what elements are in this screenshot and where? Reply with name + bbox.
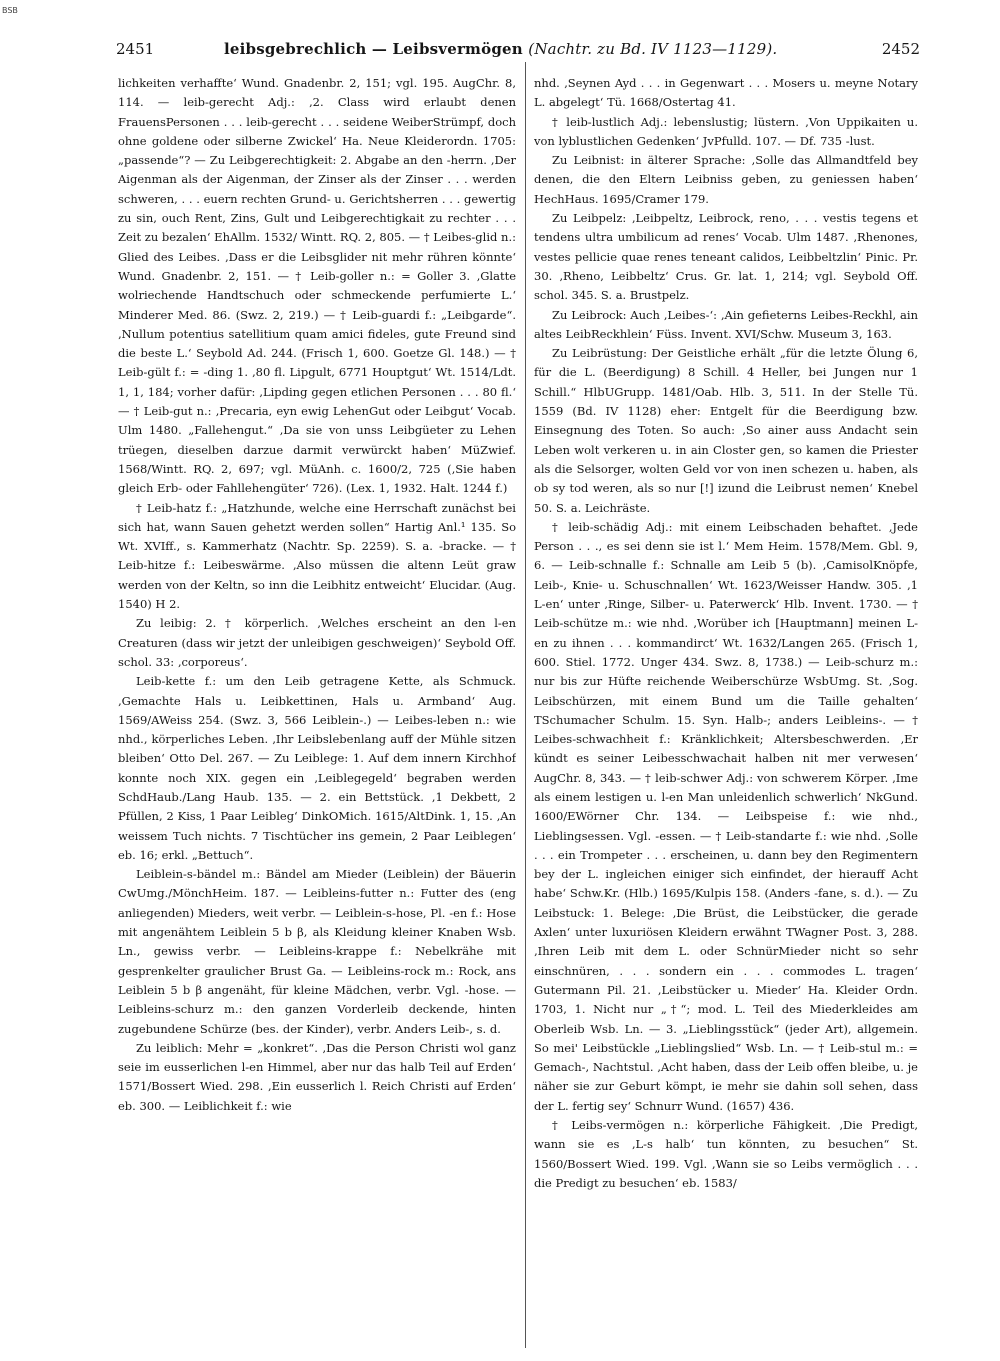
entry-paragraph: Zu Leibnist: in älterer Sprache: ‚Solle das Allmandtfeld bey denen, die den Eltern Leibniss geben, zu geniessen haben‘ HechHaus. 1695/Cramer 179.	[534, 153, 918, 206]
entry-paragraph: Leiblein-s-bändel m.: Bändel am Mieder (Leiblein) der Bäuerin CwUmg./MönchHeim. 187. — Leibleins-futter n.: Futter des (eng anliegenden) Mieders, weit verbr. — Leiblein-s-hose, Pl. -en f.: Hose mit angenähtem Leiblein 5 b β, als Kleidung kleiner Knaben Wsb. Ln., gewiss verbr. — Leibleins-krappe f.: Nebelkrähe mit gesprenkelter graulicher Brust Ga. — Leibleins-rock m.: Rock, ans Leiblein 5 b β angenäht, für kleine Mädchen, verbr. Vgl. -hose. — Leibleins-schurz m.: den ganzen Vorderleib deckende, hinten zugebundene Schürze (bes. der Kinder), verbr. Anders Leib-, s. d.	[118, 867, 516, 1036]
entry-paragraph: lichkeiten verhaffte‘ Wund. Gnadenbr. 2, 151; vgl. 195. AugChr. 8, 114. — leib-gerecht Adj.: ‚2. Class wird erlaubt denen FrauensPersonen . . . leib-gerecht . . . seidene WeiberStrümpf, doch ohne goldene oder silberne Zwickel‘ Ha. Neue Kleiderordn. 1705: „passende“? — Zu Leibgerechtigkeit: 2. Abgabe an den -herrn. ‚Der Aigenman als der Aigenman, der Zinser als der Zinser . . . werden schweren, . . . euern rechten Grund- u. Gerichtsherren . . . gewertig zu sin, ouch Rent, Zins, Gult und Leibgerechtigkait zu rechter . . . Zeit zu bezalen‘ EhAllm. 1532/ Wintt. RQ. 2, 805. — † Leibes-glid n.: Glied des Leibes. ‚Dass er die Leibsglider nit mehr rühren könnte‘ Wund. Gnadenbr. 2, 151. — † Leib-goller n.: = Goller 3. ‚Glatte wolriechende Handtschuch oder schmeckende perfumierte L.‘ Minderer Med. 86. (Swz. 2, 219.) — † Leib-guardi f.: „Leibgarde“. ‚Nullum potentius satellitium quam amici fideles, gute Freund sind die beste L.‘ Seybold Ad. 244. (Frisch 1, 600. Goetze Gl. 148.) — † Leib-gült f.: = -ding 1. ‚80 fl. Lipgult, 6771 Houptgut‘ Wt. 1514/Ldt. 1, 1, 184; vorher dafür: ‚Lipding gegen etlichen Personen . . . 80 fl.‘ — † Leib-gut n.: ‚Precaria, eyn ewig LehenGut oder Leibgut‘ Vocab. Ulm 1480. „Fallehengut.“ ‚Da sie von unss Leibgüeter zu Lehen trüegen, dieselben darzue darmit verwürckt haben‘ MüZwief. 1568/Wintt. RQ. 2, 697; vgl. MüAnh. c. 1600/2, 725 (‚Sie haben gleich Erb- oder Fahllehengüter‘ 726). (Lex. 1, 1932. Halt. 1244 f.)	[118, 76, 516, 496]
entry-paragraph: Leib-kette f.: um den Leib getragene Kette, als Schmuck. ‚Gemachte Hals u. Leibkettinen, Hals u. Armband‘ Aug. 1569/AWeiss 254. (Swz. 3, 566 Leiblein-.) — Leibes-leben n.: wie nhd., körperliches Leben. ‚Ihr Leibslebenlang auff der Mühle sitzen bleiben‘ Otto Del. 267. — Zu Leiblege: 1. Auf dem innern Kirchhof konnte noch XIX. gegen ein ‚Leiblegegeld‘ begraben werden SchdHaub./Lang Haub. 135. — 2. ein Bettstück. ‚1 Dekbett, 2 Pfüllen, 2 Kiss, 1 Paar Leibleg‘ DinkOMich. 1615/AltDink. 1, 15. ‚An weissem Tuch nichts. 7 Tischtücher ins gemein, 2 Paar Leiblegen‘ eb. 16; erkl. „Bettuch“.	[118, 674, 516, 862]
column-divider	[525, 62, 526, 1348]
entry-paragraph: Zu leiblich: Mehr = „konkret“. ‚Das die Person Christi wol ganz seie im eusserlichen l-en Himmel, aber nur das halb Teil auf Erden‘ 1571/Bossert Wied. 298. ‚Ein eusserlich l. Reich Christi auf Erden‘ eb. 300. — Leiblichkeit f.: wie	[118, 1040, 516, 1113]
headword-range: leibsgebrechlich — Leibsvermögen	[224, 40, 523, 58]
entry-paragraph: Zu leibig: 2. † körperlich. ‚Welches erscheint an den l-en Creaturen (dass wir jetzt der unleibigen geschweigen)‘ Seybold Off. schol. 33: ‚corporeus‘.	[118, 616, 516, 669]
running-title	[224, 40, 777, 58]
entry-paragraph: Zu Leibrüstung: Der Geistliche erhält „für die letzte Ölung 6, für die L. (Beerdigung) 8 Schill. 4 Heller, bei Jungen nur 1 Schill.“ HlbUGrupp. 1481/Oab. Hlb. 3, 511. In der Stelle Tü. 1559 (Bd. IV 1128) eher: Entgelt für die Beerdigung bzw. Einsegnung des Toten. So auch: ‚So ainer auss Andacht sein Leben wolt verkeren u. in ain Closter gen, so kamen die Priester als die Selsorger, wolten Geld vor von inen schezen u. haben, als ob sy tod weren, als so nur [!] izund die Leibrust nemen‘ Knebel 50. S. a. Leichräste.	[534, 346, 918, 515]
entry-paragraph: Zu Leibpelz: ‚Leibpeltz, Leibrock, reno, . . . vestis tegens et tendens ultra umbilicum ad renes‘ Vocab. Ulm 1487. ‚Rhenones, vestes pellicie quae renes teneant calidos, Leibbeltzlin‘ Pinic. Pr. 30. ‚Rheno, Leibbeltz‘ Crus. Gr. lat. 1, 214; vgl. Seybold Off. schol. 345. S. a. Brustpelz.	[534, 211, 918, 303]
entry-paragraph: nhd. ‚Seynen Ayd . . . in Gegenwart . . . Mosers u. meyne Notary L. abgelegt‘ Tü. 1668/Ostertag 41.	[534, 76, 918, 110]
entry-paragraph: Zu Leibrock: Auch ‚Leibes-‘: ‚Ain gefieterns Leibes-Reckhl, ain altes LeibReckhlein‘ Füss. Invent. XVI/Schw. Museum 3, 163.	[534, 307, 918, 341]
library-stamp: BSB	[2, 6, 18, 15]
entry-paragraph: † leib-schädig Adj.: mit einem Leibschaden behaftet. ‚Jede Person . . ., es sei denn sie ist l.‘ Mem Heim. 1578/Mem. Gbl. 9, 6. — Leib-schnalle f.: Schnalle am Leib 5 (b). ‚CamisolKnöpfe, Leib-, Knie- u. Schuschnallen‘ Wt. 1623/Weisser Handw. 305. ‚1 L-en‘ unter ‚Ringe, Silber- u. Paterwerck‘ Hlb. Invent. 1730. — † Leib-schütze m.: wie nhd. ‚Worüber ich [Hauptmann] meinen L-en zu ihnen . . . kommandirct‘ Wt. 1632/Langen 265. (Frisch 1, 600. Stiel. 1772. Unger 434. Swz. 8, 1738.) — Leib-schurz m.: nur bis zur Hüfte reichende Weiberschürze WsbUmg. St. ‚Sog. Leibschürzen, mit einem Bund um die Taille gehalten‘ TSchumacher Schulm. 15. Syn. Halb-; anders Leibleins-. — † Leibes-schwachheit f.: Kränklichkeit; Altersbeschwerden. ‚Er kündt es seiner Leibesschwachait halben nit mer verwesen‘ AugChr. 8, 343. — † leib-schwer Adj.: von schwerem Körper. ‚Ime als einem lestigen u. l-en Man unleidenlich schwerlich‘ NkGund. 1600/EWörner Chr. 134. — Leibspeise f.: wie nhd., Lieblingsessen. Vgl. -essen. — † Leib-standarte f.: wie nhd. ‚Solle . . . ein Trompeter . . . erscheinen, u. dann bey den Regimentern bey der L. ingleichen einiger sich einfindet, der hierauff Acht habe‘ Schw.Kr. (Hlb.) 1695/Kulpis 158. (Anders -fane, s. d.). — Zu Leibstuck: 1. Belege: ‚Die Brüst, die Leibstücker, die gerade Axlen‘ unter luxuriösen Kleidern erwähnt TWagner Post. 3, 288. ‚Ihren Leib mit dem L. oder SchnürMieder nicht so sehr einschnüren, . . . sondern ein . . . commodes L. tragen‘ Gutermann Pil. 21. ‚Leibstücker u. Mieder‘ Ha. Kleider Ordn. 1703, 1. Nicht nur „†“; mod. L. Teil des Miederkleides am Oberleib Wsb. Ln. — 3. „Lieblingsstück“ (jeder Art), allgemein. So mei' Leibstückle „Lieblingslied“ Wsb. Ln. — † Leib-stul m.: = Gemach-, Nachtstul. ‚Acht haben, dass der Leib offen bleibe, u. je näher sie zur Geburt kömpt, ie mehr sie dahin soll sehen, dass der L. fertig sey‘ Schnurr Wund. (1657) 436.	[534, 519, 918, 1113]
entry-paragraph: † Leib-hatz f.: „Hatzhunde, welche eine Herrschaft zunächst bei sich hat, wann Sauen gehetzt werden sollen“ Hartig Anl.¹ 135. So Wt. XVIff., s. Kammerhatz (Nachtr. Sp. 2259). S. a. -bracke. — † Leib-hitze f.: Leibeswärme. ‚Also müssen die altenn Leüt graw werden von der Keltn, so inn die Leibhitz entweicht‘ Elucidar. (Aug. 1540) H 2.	[118, 500, 516, 612]
page-number-right: 2452	[881, 40, 920, 58]
entry-paragraph: † leib-lustlich Adj.: lebenslustig; lüstern. ‚Von Uppikaiten u. von lyblustlichen Gedenken‘ JvPfulld. 107. — Df. 735 -lust.	[534, 114, 918, 148]
entry-paragraph: † Leibs-vermögen n.: körperliche Fähigkeit. ‚Die Predigt, wann sie es ‚L-s halb‘ tun könnten, zu besuchen“ St. 1560/Bossert Wied. 199. Vgl. ‚Wann sie so Leibs vermöglich . . . die Predigt zu besuchen‘ eb. 1583/	[534, 1118, 918, 1190]
left-column	[118, 74, 516, 1354]
right-column	[534, 74, 918, 1354]
supplement-note: (Nachtr. zu Bd. IV 1123—1129).	[528, 40, 778, 58]
page-number-left: 2451	[116, 40, 155, 58]
page-header	[116, 40, 920, 70]
